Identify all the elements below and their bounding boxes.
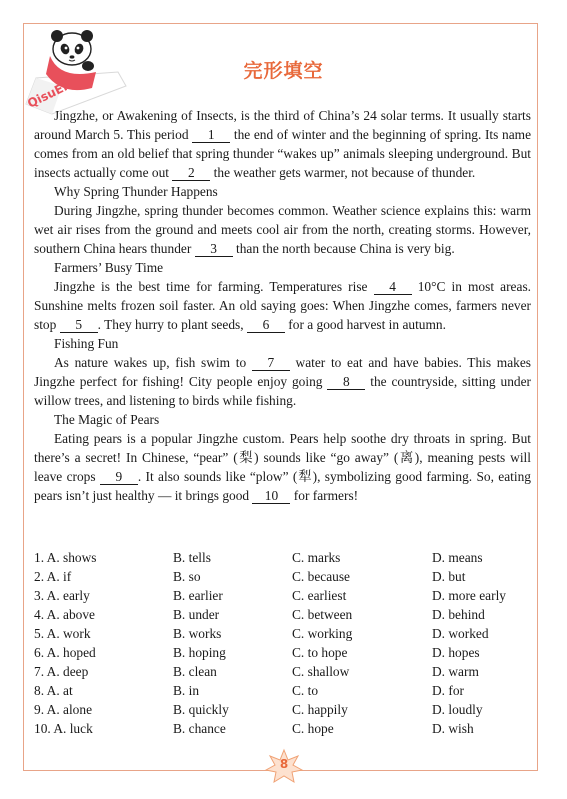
option-choice[interactable]: C. because (292, 569, 351, 584)
passage-text: The Magic of Pears (54, 412, 160, 427)
passage-text: Jingzhe is the best time for farming. Temperatures rise (54, 279, 374, 294)
option-choice[interactable]: D. for (432, 683, 464, 698)
option-choice[interactable]: C. happily (292, 702, 348, 717)
passage-text: water to eat and have babies. This makes Jingzhe perfect for fishing! City people enjoy going (34, 355, 532, 389)
option-choice[interactable]: B. in (173, 683, 200, 698)
option-choice[interactable]: 8. A. at (34, 683, 73, 698)
option-choice[interactable]: C. shallow (292, 664, 350, 679)
passage-text: Farmers’ Busy Time (54, 260, 164, 275)
question-2-options (34, 567, 534, 586)
section-heading (34, 182, 531, 201)
paragraph (34, 353, 531, 410)
option-choice[interactable]: C. earliest (292, 588, 347, 603)
option-choice[interactable]: 2. A. if (34, 569, 72, 584)
section-heading (34, 258, 531, 277)
question-6-options (34, 643, 534, 662)
question-7-options (34, 662, 534, 681)
passage-text: the end of winter and the beginning of spring. Its name comes from an old belief that spring thunder “wakes up” animals sleeping underground. But insects actually come out (34, 127, 532, 180)
paragraph (34, 277, 531, 334)
passage-text: the weather gets warmer, not because of thunder. (210, 165, 476, 180)
option-choice[interactable]: B. hoping (173, 645, 226, 660)
passage (34, 106, 531, 505)
logo-text: QisuEn (25, 77, 74, 111)
passage-text: During Jingzhe, spring thunder becomes common. Weather science explains this: warm wet air rises from the ground and meets cool air from the north, creating storms. However, southern China hears thunder (34, 203, 531, 256)
option-choice[interactable]: B. clean (173, 664, 217, 679)
option-choice[interactable]: D. wish (432, 721, 474, 736)
option-choice[interactable]: D. behind (432, 607, 485, 622)
passage-text: for farmers! (290, 488, 359, 503)
blank-6[interactable]: 6 (247, 317, 285, 333)
options-list (34, 548, 534, 738)
blank-4[interactable]: 4 (374, 279, 412, 295)
option-choice[interactable]: D. worked (432, 626, 489, 641)
option-choice[interactable]: 1. A. shows (34, 550, 97, 565)
blank-3[interactable]: 3 (195, 241, 233, 257)
paragraph (34, 106, 531, 182)
option-choice[interactable]: 10. A. luck (34, 721, 93, 736)
question-4-options (34, 605, 534, 624)
option-choice[interactable]: C. marks (292, 550, 341, 565)
passage-text: 10°C in most areas. Sunshine melts frozen soil faster. An old saying goes: When Jingzhe comes, farmers never stop (34, 279, 532, 332)
option-choice[interactable]: D. but (432, 569, 466, 584)
option-choice[interactable]: C. to hope (292, 645, 348, 660)
passage-text: than the north because China is very big. (232, 241, 455, 256)
option-choice[interactable]: C. working (292, 626, 353, 641)
option-choice[interactable]: B. quickly (173, 702, 229, 717)
option-choice[interactable]: B. so (173, 569, 201, 584)
question-5-options (34, 624, 534, 643)
option-choice[interactable]: 9. A. alone (34, 702, 93, 717)
question-8-options (34, 681, 534, 700)
option-choice[interactable]: 7. A. deep (34, 664, 89, 679)
option-choice[interactable]: B. works (173, 626, 222, 641)
option-choice[interactable]: B. earlier (173, 588, 223, 603)
option-choice[interactable]: 3. A. early (34, 588, 90, 603)
question-1-options (34, 548, 534, 567)
passage-text: for a good harvest in autumn. (284, 317, 446, 332)
blank-2[interactable]: 2 (172, 165, 210, 181)
option-choice[interactable]: 5. A. work (34, 626, 91, 641)
option-choice[interactable]: B. tells (173, 550, 211, 565)
option-choice[interactable]: 4. A. above (34, 607, 95, 622)
page-number: 8 (279, 757, 289, 771)
option-choice[interactable]: C. to (292, 683, 319, 698)
option-choice[interactable]: B. under (173, 607, 220, 622)
blank-1[interactable]: 1 (192, 127, 230, 143)
question-3-options (34, 586, 534, 605)
option-choice[interactable]: B. chance (173, 721, 226, 736)
passage-text: . They hurry to plant seeds, (97, 317, 247, 332)
option-choice[interactable]: 6. A. hoped (34, 645, 96, 660)
section-heading (34, 334, 531, 353)
option-choice[interactable]: D. hopes (432, 645, 480, 660)
blank-7[interactable]: 7 (252, 355, 290, 371)
question-10-options (34, 719, 534, 738)
paragraph (34, 201, 531, 258)
passage-text: . It also sounds like “plow” (犁), symbolizing good farming. So, eating pears isn’t just healthy — it brings good (34, 469, 531, 503)
blank-5[interactable]: 5 (60, 317, 98, 333)
passage-text: Jingzhe, or Awakening of Insects, is the third of China’s 24 solar terms. It usually starts around March 5. This period (34, 108, 531, 142)
passage-text: Fishing Fun (54, 336, 119, 351)
paragraph (34, 429, 531, 505)
option-choice[interactable]: D. means (432, 550, 483, 565)
passage-text: Why Spring Thunder Happens (54, 184, 218, 199)
option-choice[interactable]: D. loudly (432, 702, 483, 717)
blank-10[interactable]: 10 (252, 488, 290, 504)
blank-9[interactable]: 9 (100, 469, 138, 485)
option-choice[interactable]: C. between (292, 607, 353, 622)
page-number-badge (264, 748, 304, 786)
option-choice[interactable]: C. hope (292, 721, 334, 736)
option-choice[interactable]: D. more early (432, 588, 506, 603)
passage-text: As nature wakes up, fish swim to (54, 355, 252, 370)
passage-text: Eating pears is a popular Jingzhe custom. Pears help soothe dry throats in spring. But there’s a secret! In Chinese, “pear” (梨) sounds like “go away” (离), meaning pests will leave crops (34, 431, 531, 484)
option-choice[interactable]: D. warm (432, 664, 479, 679)
section-heading (34, 410, 531, 429)
blank-8[interactable]: 8 (327, 374, 365, 390)
page-title: 完形填空 (243, 60, 324, 82)
question-9-options (34, 700, 534, 719)
passage-text: the countryside, sitting under willow trees, and listening to birds while fishing. (34, 374, 531, 408)
